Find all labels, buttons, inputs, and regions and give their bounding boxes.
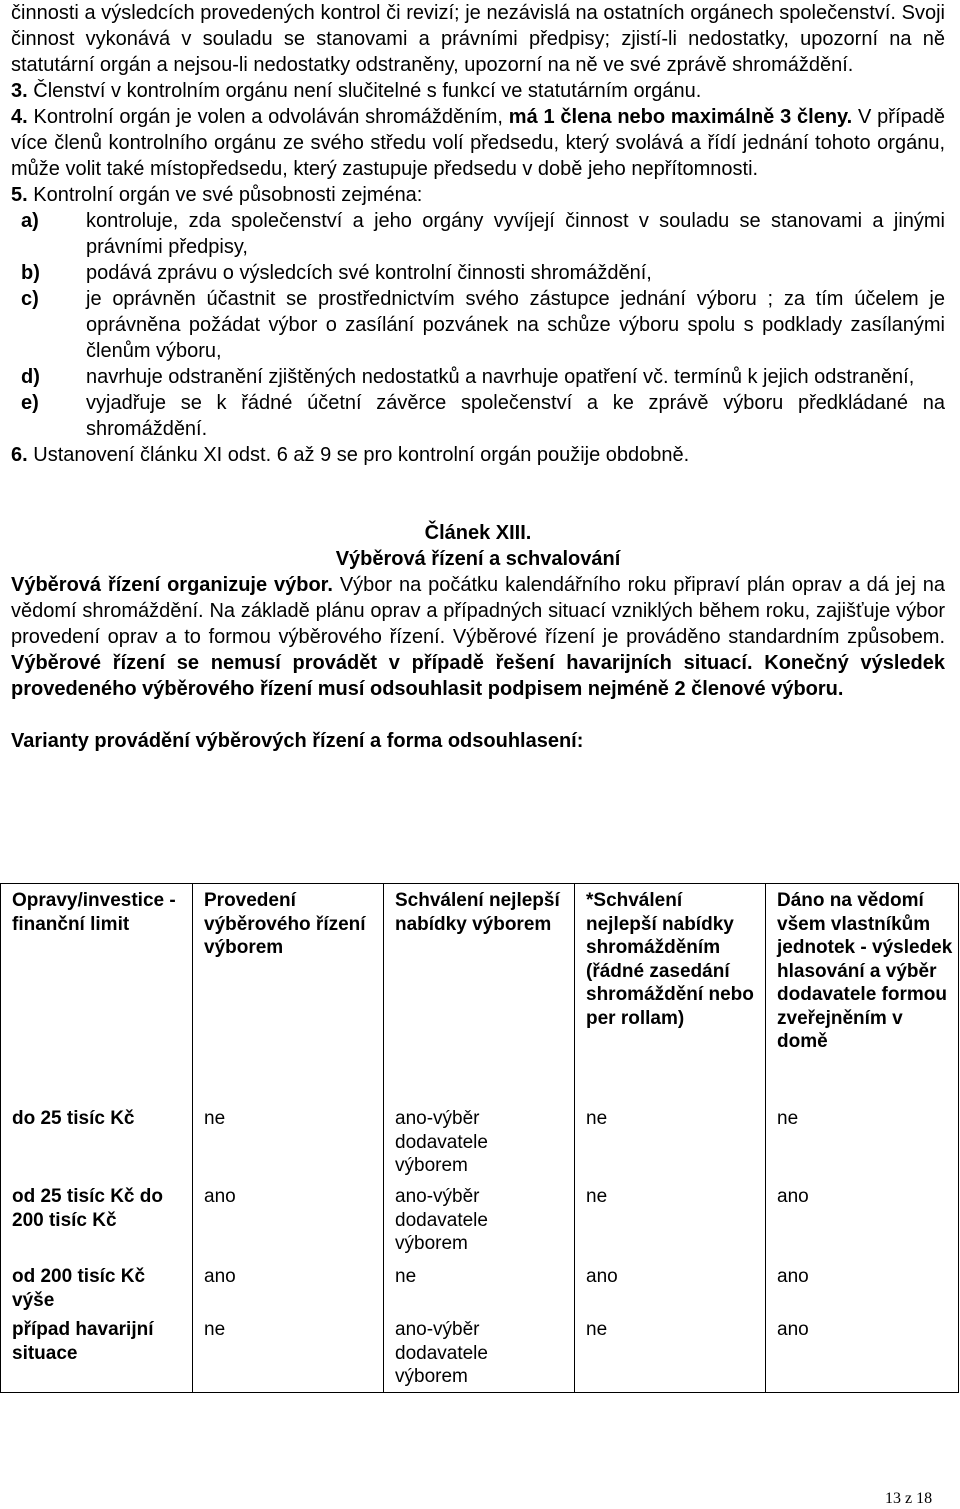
list-item-text: je oprávněn účastnit se prostřednictvím svého zástupce jednání výboru ; za tím účelem je oprávněna požádat výbor o zasílání pozvánek na schůze výboru spolu s podklady zasílanými členům výboru, [86, 288, 945, 362]
paragraph-3 [11, 78, 945, 104]
paragraph-5-number: 5. [11, 184, 28, 206]
list-item [11, 260, 945, 286]
list-item-text: podává zprávu o výsledcích své kontrolní činnosti shromáždění, [86, 262, 652, 284]
table-cell: ano-výběr dodavatele výborem [395, 1108, 488, 1176]
table-cell: od 200 tisíc Kč výše [12, 1266, 146, 1311]
table-cell: do 25 tisíc Kč [12, 1108, 135, 1129]
table-cell: ne [586, 1319, 608, 1340]
paragraph-6-text: Ustanovení článku XI odst. 6 až 9 se pro kontrolní orgán použije obdobně. [27, 444, 690, 466]
paragraph-5-list [11, 208, 945, 442]
spacer [11, 468, 945, 520]
table-cell: ano-výběr dodavatele výborem [395, 1186, 488, 1254]
table-cell: ne [586, 1108, 608, 1129]
article-paragraph [11, 572, 945, 702]
table-cell: ano [586, 1266, 618, 1287]
paragraph-3-number: 3. [11, 80, 28, 102]
list-item [11, 364, 945, 390]
list-item-label: a) [21, 210, 39, 232]
paragraph-4-number: 4. [11, 106, 28, 128]
list-item-text: kontroluje, zda společenství a jeho orgány vyvíjejí činnost v souladu se stanovami a jinými právními předpisy, [86, 210, 945, 258]
table-cell: ne [777, 1108, 799, 1129]
list-item-label: e) [21, 392, 39, 414]
page-number: 13 z 18 [885, 1490, 933, 1507]
list-item-text: navrhuje odstranění zjištěných nedostatků a navrhuje opatření vč. termínů k jejich odstranění, [86, 366, 915, 388]
paragraph-4-text-b: V případě více členů kontrolního orgánu ze svého středu volí předsedu, který svolává a řídí jednání tohoto orgánu, může volit také místopředsedu, který zastupuje předsedu v době jeho nepřítomnosti. [11, 106, 945, 180]
list-item-text: vyjadřuje se k řádné účetní závěrce společenství a ke zprávě výboru předkládané na shromáždění. [86, 392, 945, 440]
intro-paragraph [11, 0, 945, 78]
article-bold-2: Výběrové řízení se nemusí provádět v případě řešení havarijních situací. Konečný výsledek provedeného výběrového řízení musí odsouhlasit podpisem nejméně 2 členové výboru. [11, 652, 945, 700]
paragraph-3-text: Členství v kontrolním orgánu není slučitelné s funkcí ve statutárním orgánu. [27, 80, 702, 102]
paragraph-6-number: 6. [11, 444, 28, 466]
list-item-label: b) [21, 262, 40, 284]
article-text-1: Výbor na počátku kalendářního roku připraví plán oprav a dá jej na vědomí shromáždění. [11, 574, 945, 622]
table-column-divider [192, 883, 193, 1393]
paragraph-4 [11, 104, 945, 182]
table-cell: ne [586, 1186, 608, 1207]
spacer [11, 702, 945, 728]
table-header-cell: Provedení výběrového řízení výborem [204, 890, 366, 958]
table-column-divider [574, 883, 575, 1393]
list-item [11, 286, 945, 364]
table-cell: ano [204, 1186, 236, 1207]
list-item-label: c) [21, 288, 39, 310]
table-header-cell: Opravy/investice - finanční limit [12, 890, 176, 935]
variants-table [0, 883, 960, 1394]
table-cell: ne [395, 1266, 417, 1287]
table-cell: ne [204, 1319, 226, 1340]
list-item [11, 208, 945, 260]
article-bold-1: Výběrová řízení organizuje výbor. [11, 574, 333, 596]
paragraph-5 [11, 182, 945, 208]
table-cell: ne [204, 1108, 226, 1129]
article-number: Článek XIII. [424, 522, 532, 544]
list-item [11, 390, 945, 442]
paragraph-6 [11, 442, 945, 468]
table-header-cell: Schválení nejlepší nabídky výborem [395, 890, 560, 935]
table-cell: ano [777, 1319, 809, 1340]
article-title: Výběrová řízení a schvalování [335, 548, 621, 570]
document-body [11, 0, 945, 754]
table-cell: ano [777, 1266, 809, 1287]
variants-heading: Varianty provádění výběrových řízení a forma odsouhlasení: [11, 730, 584, 752]
table-cell: případ havarijní situace [12, 1319, 154, 1364]
article-text-2: Na základě plánu oprav a případných situací vzniklých během roku, zajišťuje výbor provedení oprav a to formou výběrového řízení. Výběrové řízení je prováděno standardním způsobem. [11, 600, 945, 648]
table-header-cell: *Schválení nejlepší nabídky shromážděním (řádné zasedání shromáždění nebo per rollam) [586, 890, 754, 1029]
paragraph-5-text: Kontrolní orgán ve své působnosti zejména: [27, 184, 423, 206]
table-cell: ano [777, 1186, 809, 1207]
table-cell: od 25 tisíc Kč do 200 tisíc Kč [12, 1186, 163, 1231]
intro-text: činnosti a výsledcích provedených kontrol či revizí; je nezávislá na ostatních orgánech společenství. Svoji činnost vykonává v souladu se stanovami a právními předpisy; zjistí-li nedostatky, upozorní na ně statutární orgán a nejsou-li nedostatky odstraněny, upozorní na ně ve své zprávě shromáždění. [11, 2, 945, 76]
paragraph-4-bold: má 1 člena nebo maximálně 3 členy. [508, 106, 853, 128]
list-item-label: d) [21, 366, 40, 388]
table-header-cell: Dáno na vědomí všem vlastníkům jednotek - výsledek hlasování a výběr dodavatele formou zveřejněním v domě [777, 890, 953, 1052]
table-cell: ano-výběr dodavatele výborem [395, 1319, 488, 1387]
table-column-divider [383, 883, 384, 1393]
table-cell: ano [204, 1266, 236, 1287]
table-column-divider [765, 883, 766, 1393]
paragraph-4-text-a: Kontrolní orgán je volen a odvoláván shromážděním, [27, 106, 509, 128]
